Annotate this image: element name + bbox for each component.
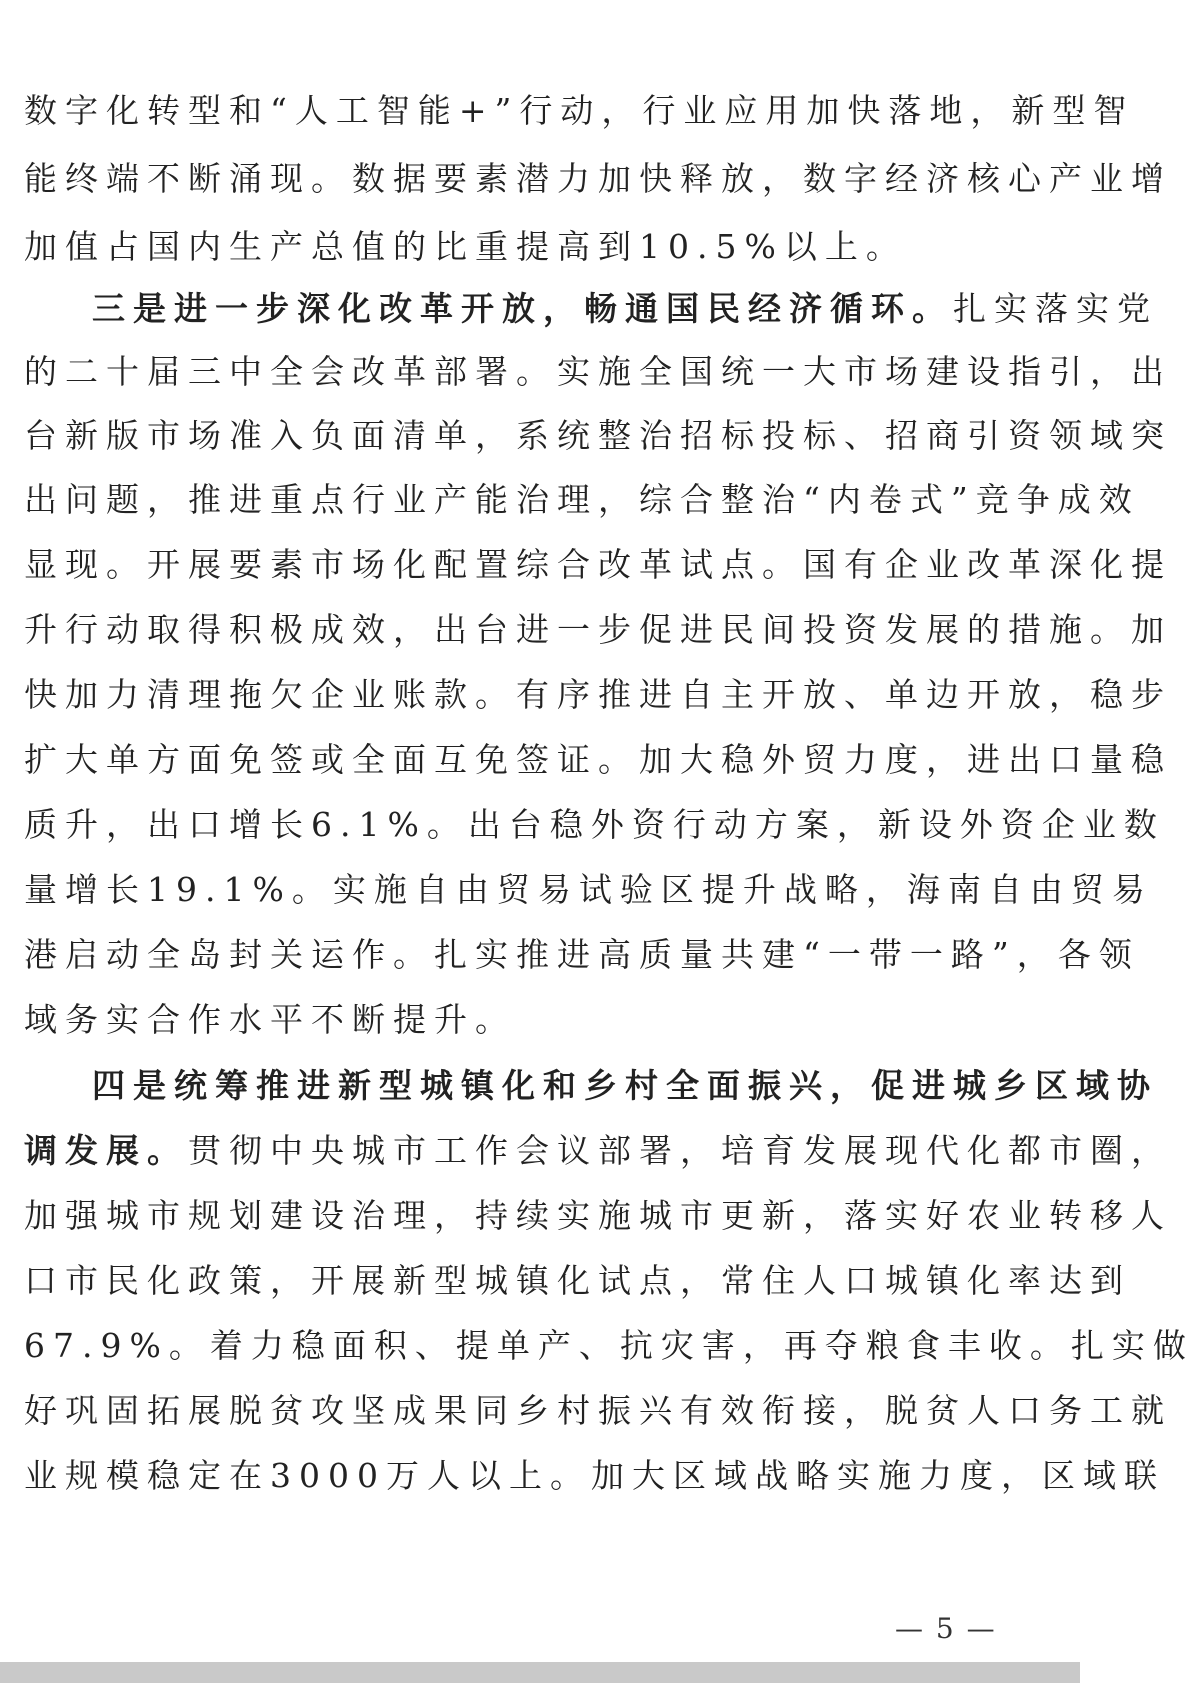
text-line: 显现。开展要素市场化配置综合改革试点。国有企业改革深化提 (24, 545, 1172, 584)
text-line: 出问题，推进重点行业产能治理，综合整治“内卷式”竞争成效 (24, 480, 1140, 519)
paragraph-3-heading: 三是进一步深化改革开放，畅通国民经济循环。 (92, 289, 953, 328)
text-line: 数字化转型和“人工智能+”行动，行业应用加快落地，新型智 (24, 91, 1135, 130)
page-number: — 5 — (895, 1612, 997, 1645)
text-line: 扩大单方面免签或全面互免签证。加大稳外贸力度，进出口量稳 (24, 740, 1172, 779)
text-line: 的二十届三中全会改革部署。实施全国统一大市场建设指引，出 (24, 352, 1172, 391)
text-line: 加值占国内生产总值的比重提高到10.5%以上。 (24, 227, 907, 266)
paragraph-4-text: 贯彻中央城市工作会议部署，培育发展现代化都市圈， (188, 1131, 1172, 1170)
text-line: 质升，出口增长6.1%。出台稳外资行动方案，新设外资企业数 (24, 805, 1165, 844)
text-line: 加强城市规划建设治理，持续实施城市更新，落实好农业转移人 (24, 1196, 1172, 1235)
paragraph-4-second-line (24, 1131, 1172, 1171)
text-line: 港启动全岛封关运作。扎实推进高质量共建“一带一路”，各领 (24, 935, 1140, 974)
text-line: 好巩固拓展脱贫攻坚成果同乡村振兴有效衔接，脱贫人口务工就 (24, 1391, 1172, 1430)
paragraph-4-heading-end: 调发展。 (24, 1131, 188, 1170)
text-line: 快加力清理拖欠企业账款。有序推进自主开放、单边开放，稳步 (24, 675, 1172, 714)
bottom-bar (0, 1662, 1080, 1683)
text-line: 口市民化政策，开展新型城镇化试点，常住人口城镇化率达到 (24, 1261, 1131, 1300)
text-line: 67.9%。着力稳面积、提单产、抗灾害，再夺粮食丰收。扎实做 (24, 1326, 1194, 1365)
paragraph-3-text: 扎实落实党 (953, 289, 1158, 328)
paragraph-4-heading: 四是统筹推进新型城镇化和乡村全面振兴，促进城乡区域协 (92, 1066, 1158, 1105)
text-line: 能终端不断涌现。数据要素潜力加快释放，数字经济核心产业增 (24, 159, 1172, 198)
paragraph-3-first-line (92, 289, 1158, 329)
text-line: 域务实合作水平不断提升。 (24, 1000, 516, 1039)
text-line: 台新版市场准入负面清单，系统整治招标投标、招商引资领域突 (24, 416, 1172, 455)
text-line: 升行动取得积极成效，出台进一步促进民间投资发展的措施。加 (24, 610, 1172, 649)
text-line: 量增长19.1%。实施自由贸易试验区提升战略，海南自由贸易 (24, 870, 1153, 909)
text-line: 业规模稳定在3000万人以上。加大区域战略实施力度，区域联 (24, 1456, 1165, 1495)
